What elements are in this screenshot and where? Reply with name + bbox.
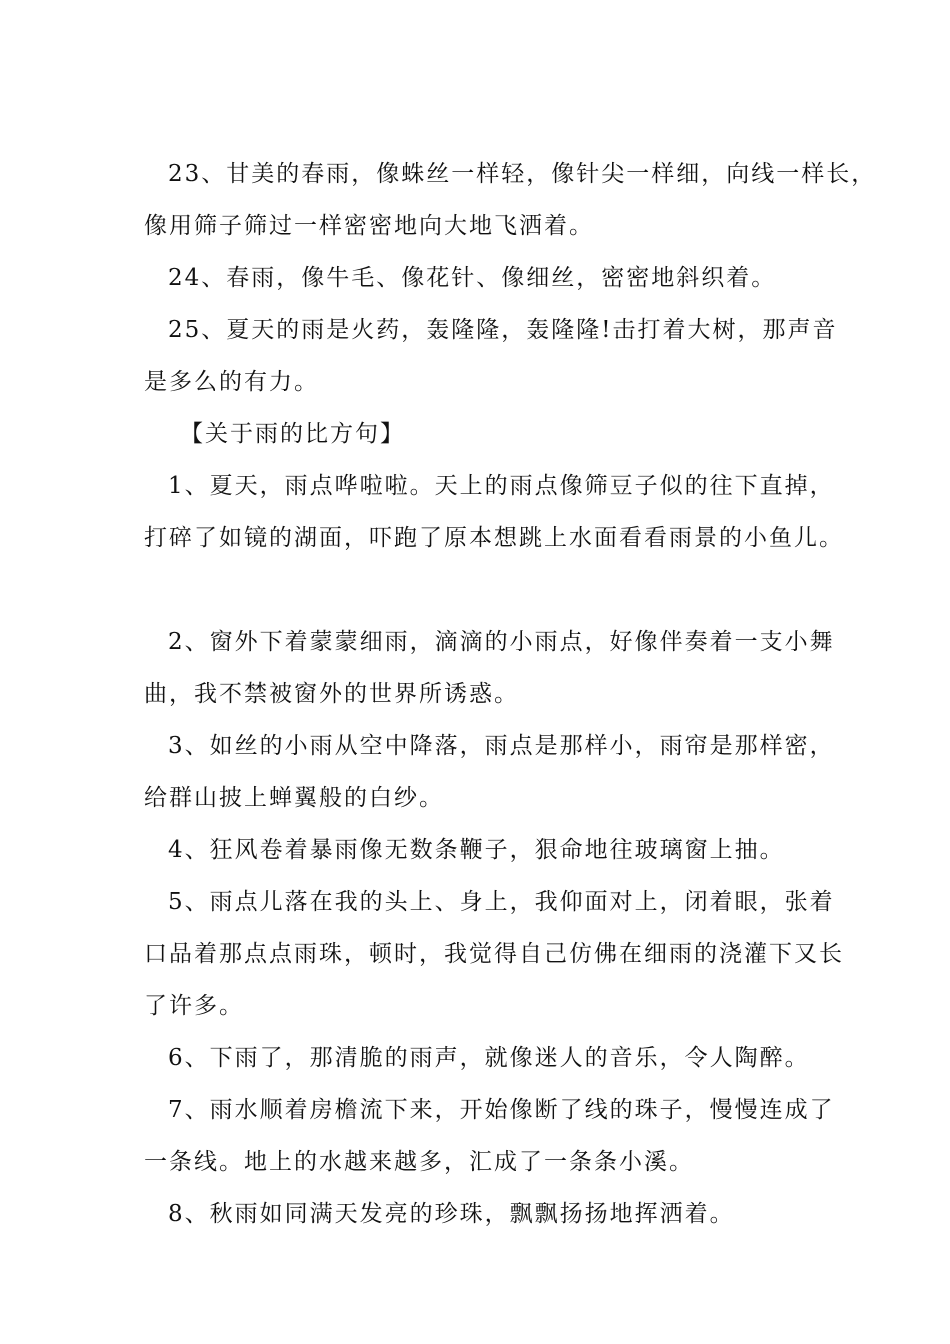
paragraph-line: 了许多。: [144, 993, 244, 1019]
paragraph-line: 曲，我不禁被窗外的世界所诱惑。: [144, 681, 519, 707]
paragraph-8: [120, 1188, 840, 1240]
paragraph-line: 24、春雨，像牛毛、像花针、像细丝，密密地斜织着。: [168, 265, 777, 291]
paragraph-23: [120, 148, 877, 252]
paragraph-line: 一条线。地上的水越来越多，汇成了一条条小溪。: [144, 1149, 694, 1175]
paragraph-line: 口品着那点点雨珠，顿时，我觉得自己仿佛在细雨的浇灌下又长: [144, 941, 844, 967]
paragraph-2: [120, 616, 840, 720]
paragraph-line: 23、甘美的春雨，像蛛丝一样轻，像针尖一样细，向线一样长，: [168, 161, 877, 187]
paragraph-4: [120, 824, 840, 876]
paragraph-line: 是多么的有力。: [144, 369, 319, 395]
paragraph-6: [120, 1032, 840, 1084]
paragraph-line: 5、雨点儿落在我的头上、身上，我仰面对上，闭着眼，张着: [168, 889, 835, 915]
document-body: [120, 148, 877, 1240]
paragraph-line: 像用筛子筛过一样密密地向大地飞洒着。: [144, 213, 594, 239]
blank-spacer: [120, 564, 840, 616]
paragraph-line: 25、夏天的雨是火药，轰隆隆，轰隆隆!击打着大树，那声音: [168, 317, 838, 343]
paragraph-line: 给群山披上蝉翼般的白纱。: [144, 785, 444, 811]
paragraph-7: [120, 1084, 840, 1188]
paragraph-3: [120, 720, 840, 824]
paragraph-line: 4、狂风卷着暴雨像无数条鞭子，狠命地往玻璃窗上抽。: [168, 837, 785, 863]
paragraph-line: 6、下雨了，那清脆的雨声，就像迷人的音乐，令人陶醉。: [168, 1045, 810, 1071]
paragraph-25: [120, 304, 840, 408]
paragraph-1: [120, 460, 844, 564]
section-heading: [120, 408, 840, 460]
paragraph-24: [120, 252, 840, 304]
paragraph-5: [120, 876, 844, 1032]
paragraph-line: 2、窗外下着蒙蒙细雨，滴滴的小雨点，好像伴奏着一支小舞: [168, 629, 835, 655]
paragraph-line: 打碎了如镜的湖面，吓跑了原本想跳上水面看看雨景的小鱼儿。: [144, 525, 844, 551]
paragraph-line: 3、如丝的小雨从空中降落，雨点是那样小，雨帘是那样密，: [168, 733, 835, 759]
paragraph-line: 7、雨水顺着房檐流下来，开始像断了线的珠子，慢慢连成了: [168, 1097, 835, 1123]
paragraph-line: 1、夏天，雨点哗啦啦。天上的雨点像筛豆子似的往下直掉，: [168, 473, 835, 499]
section-heading-text: 【关于雨的比方句】: [180, 421, 405, 447]
paragraph-line: 8、秋雨如同满天发亮的珍珠，飘飘扬扬地挥洒着。: [168, 1201, 735, 1227]
